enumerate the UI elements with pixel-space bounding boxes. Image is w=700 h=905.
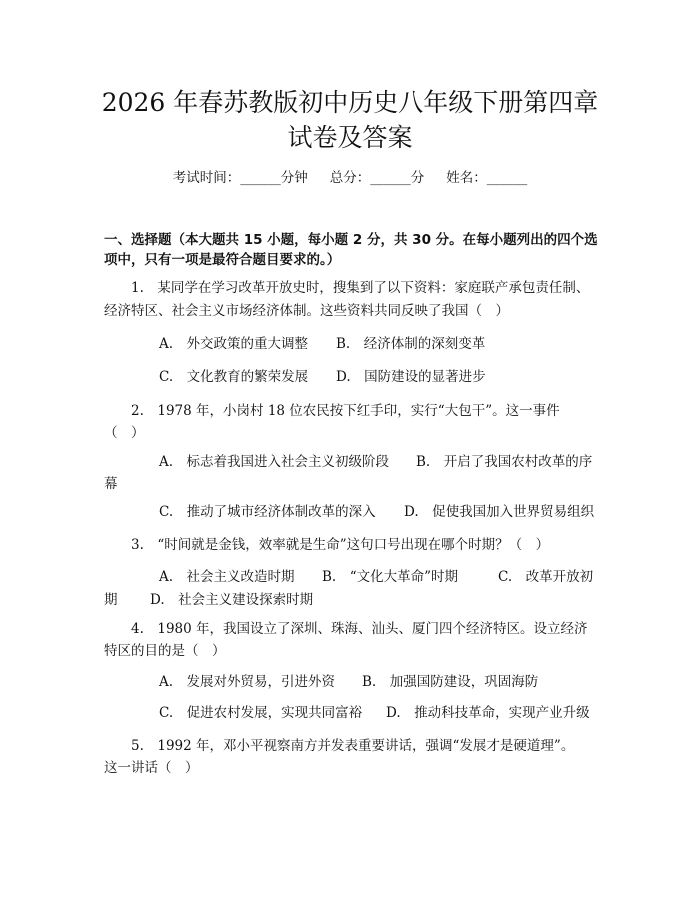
question-2-option-a: A. 标志着我国进入社会主义初级阶段	[159, 454, 390, 470]
question-3-option-c-cont: 期	[104, 592, 118, 608]
question-1-option-b: B. 经济体制的深刻变革	[336, 336, 486, 352]
exam-title-line-2: 试卷及答案	[287, 123, 413, 152]
question-4-option-d: D. 推动科技革命，实现产业升级	[386, 705, 590, 721]
total-score-field: 总分：______分	[329, 170, 425, 186]
question-5-line-1: 5. 1992 年，邓小平视察南方并发表重要讲话，强调“发展才是硬道理”。	[131, 738, 575, 754]
question-5-line-2: 这一讲话（ ）	[104, 760, 199, 776]
question-3-option-c: C. 改革开放初	[498, 569, 594, 585]
question-3-line-1: 3. “时间就是金钱，效率就是生命”这句口号出现在哪个时期？（ ）	[131, 537, 550, 553]
question-1-option-c: C. 文化教育的繁荣发展	[159, 369, 309, 385]
question-2-option-b: B. 开启了我国农村改革的序	[416, 454, 593, 470]
exam-time-field: 考试时间：______分钟	[172, 170, 308, 186]
question-1-option-d: D. 国防建设的显著进步	[336, 369, 486, 385]
section-heading-line-2: 项中，只有一项是最符合题目要求的。）	[104, 252, 341, 268]
question-2-line-2: （ ）	[104, 425, 145, 441]
section-heading-line-1: 一、选择题（本大题共 15 小题，每小题 2 分，共 30 分。在每小题列出的四个选	[104, 232, 598, 248]
question-3-option-a: A. 社会主义改造时期	[159, 569, 295, 585]
question-4-option-c: C. 促进农村发展，实现共同富裕	[159, 705, 363, 721]
question-1-line-1: 1. 某同学在学习改革开放史时，搜集到了以下资料：家庭联产承包责任制、	[131, 280, 590, 296]
question-3-option-b: B. “文化大革命”时期	[322, 569, 459, 585]
question-2-option-c: C. 推动了城市经济体制改革的深入	[159, 504, 376, 520]
question-4-line-1: 4. 1980 年，我国设立了深圳、珠海、汕头、厦门四个经济特区。设立经济	[131, 621, 588, 637]
question-4-option-a: A. 发展对外贸易，引进外资	[159, 674, 336, 690]
question-2-line-1: 2. 1978 年，小岗村 18 位农民按下红手印，实行“大包干”。这一事件	[131, 403, 560, 419]
question-4-option-b: B. 加强国防建设，巩固海防	[362, 674, 539, 690]
question-4-line-2: 特区的目的是（ ）	[104, 643, 226, 659]
exam-title-line-1: 2026 年春苏教版初中历史八年级下册第四章	[101, 88, 599, 117]
exam-info-row	[0, 168, 700, 188]
question-2-option-b-cont: 幕	[104, 476, 118, 492]
question-1-line-2: 经济特区、社会主义市场经济体制。这些资料共同反映了我国（ ）	[104, 303, 509, 319]
question-1-option-a: A. 外交政策的重大调整	[159, 336, 309, 352]
question-3-option-d: D. 社会主义建设探索时期	[150, 592, 314, 608]
question-2-option-d: D. 促使我国加入世界贸易组织	[404, 504, 595, 520]
student-name-field: 姓名：______	[446, 170, 528, 186]
